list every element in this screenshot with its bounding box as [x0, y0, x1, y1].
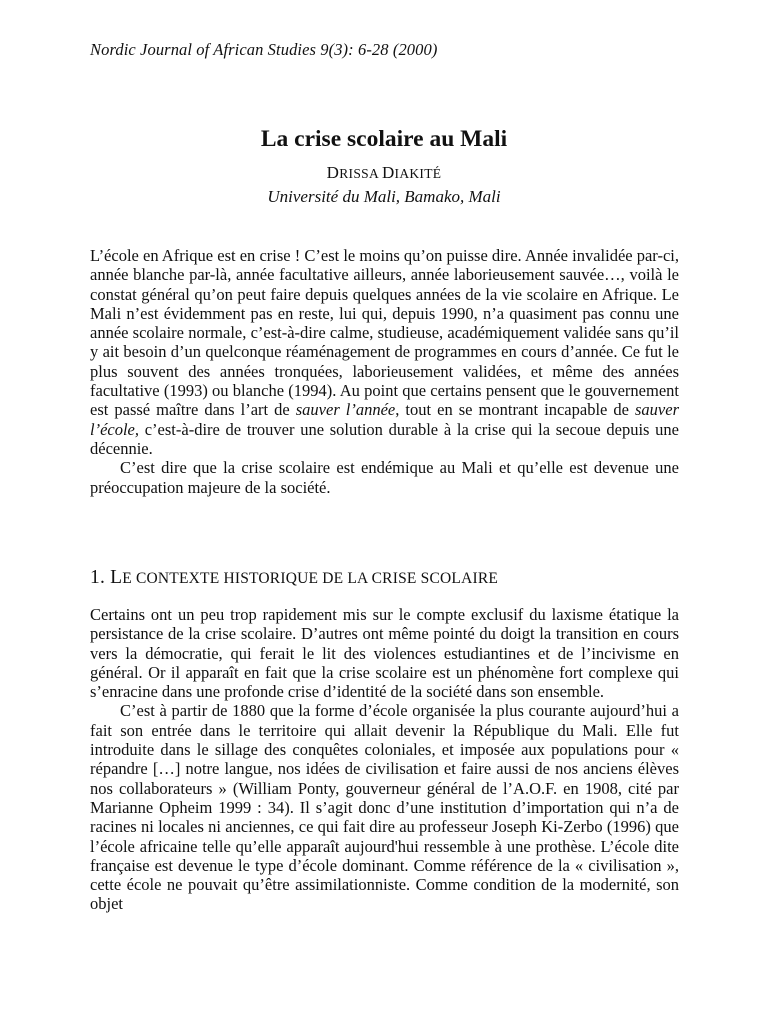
- intro-p1-text-b: , tout en se montrant incapable de: [395, 400, 636, 420]
- intro-paragraph-1: [90, 246, 679, 458]
- author-affiliation: Université du Mali, Bamako, Mali: [267, 187, 501, 206]
- author-last-rest: IAKITÉ: [394, 166, 442, 181]
- section-1-number: 1.: [90, 567, 111, 588]
- intro-p1-emphasis-1: sauver l’année: [295, 400, 396, 420]
- intro-paragraph-2: C’est dire que la crise scolaire est endémique au Mali et qu’elle est devenue une préoccupation majeure de la société.: [90, 458, 679, 497]
- intro-p1-text-c: c’est-à-dire de trouver une solution durable à la crise qui la secoue depuis une décennie.: [90, 419, 679, 458]
- section-1-heading-rest: E CONTEXTE HISTORIQUE DE LA CRISE SCOLAIRE: [122, 570, 499, 587]
- author-first-initial: D: [326, 163, 340, 182]
- section-1-heading: [90, 567, 498, 589]
- section-1-paragraph-2: C’est à partir de 1880 que la forme d’école organisée la plus courante aujourd’hui a fait son entrée dans le territoire qui allait devenir la République du Mali. Elle fut introduite dans le sillage des conquêtes coloniales, et imposée aux populations pour « répandre […] notre langue, nos idées de civilisation et faire aussi de nos anciens élèves nos collaborateurs » (William Ponty, gouverneur général de l’A.O.F. en 1908, cité par Marianne Opheim 1999 : 34). Il s’agit donc d’une institution d’importation qui n’a de racines ni locales ni anciennes, ce qui fait dire au professeur Joseph Ki-Zerbo (1996) que l’école africaine telle qu’elle apparaît aujourd'hui ressemble à une prothèse. L’école dite française est devenue le type d’école dominant. Comme référence de la « civilisation », cette école ne pouvait qu’être assimilationniste. Comme condition de la modernité, son objet: [90, 701, 679, 914]
- section-1-heading-initial: L: [110, 567, 123, 588]
- author-name: [0, 163, 768, 183]
- intro-p1-text-a: L’école en Afrique est en crise ! C’est le moins qu’on puisse dire. Année invalidée par-ci, année blanche par-là, année facultative ailleurs, année laborieusement sauvée…, voilà le constat général qu’on peut faire depuis quelques années de la vie scolaire en Afrique. Le Mali n’est évidemment pas en reste, lui qui, depuis 1990, n’a quasiment pas connu une année scolaire normale, c’est-à-dire calme, studieuse, académiquement validée sans qu’il y ait besoin d’un quelconque réaménagement de programmes en cours d’année. Ce fut le plus souvent des années tronquées, laborieusement validées, et même des années facultative (1993) ou blanche (1994). Au point que certains pensent que le gouvernement est passé maître dans l’art de: [90, 246, 679, 420]
- article-title: La crise scolaire au Mali: [260, 126, 508, 152]
- author-last-initial: D: [381, 163, 395, 182]
- author-first-rest: RISSA: [339, 166, 382, 181]
- section-1-paragraph-1: Certains ont un peu trop rapidement mis sur le compte exclusif du laxisme étatique la persistance de la crise scolaire. D’autres ont même pointé du doigt la transition en cours vers la démocratie, qui ferait le lit des violences estudiantines et de l’incivisme en général. Or il apparaît en fait que la crise scolaire est un phénomène fort complexe qui s’enracine dans une profonde crise d’identité de la société dans son ensemble.: [90, 605, 679, 702]
- intro-p1-emphasis-2: sauver l’école,: [90, 400, 680, 439]
- running-head: Nordic Journal of African Studies 9(3): 6-28 (2000): [90, 40, 438, 59]
- introduction: [90, 246, 679, 497]
- section-1-body: [90, 605, 679, 914]
